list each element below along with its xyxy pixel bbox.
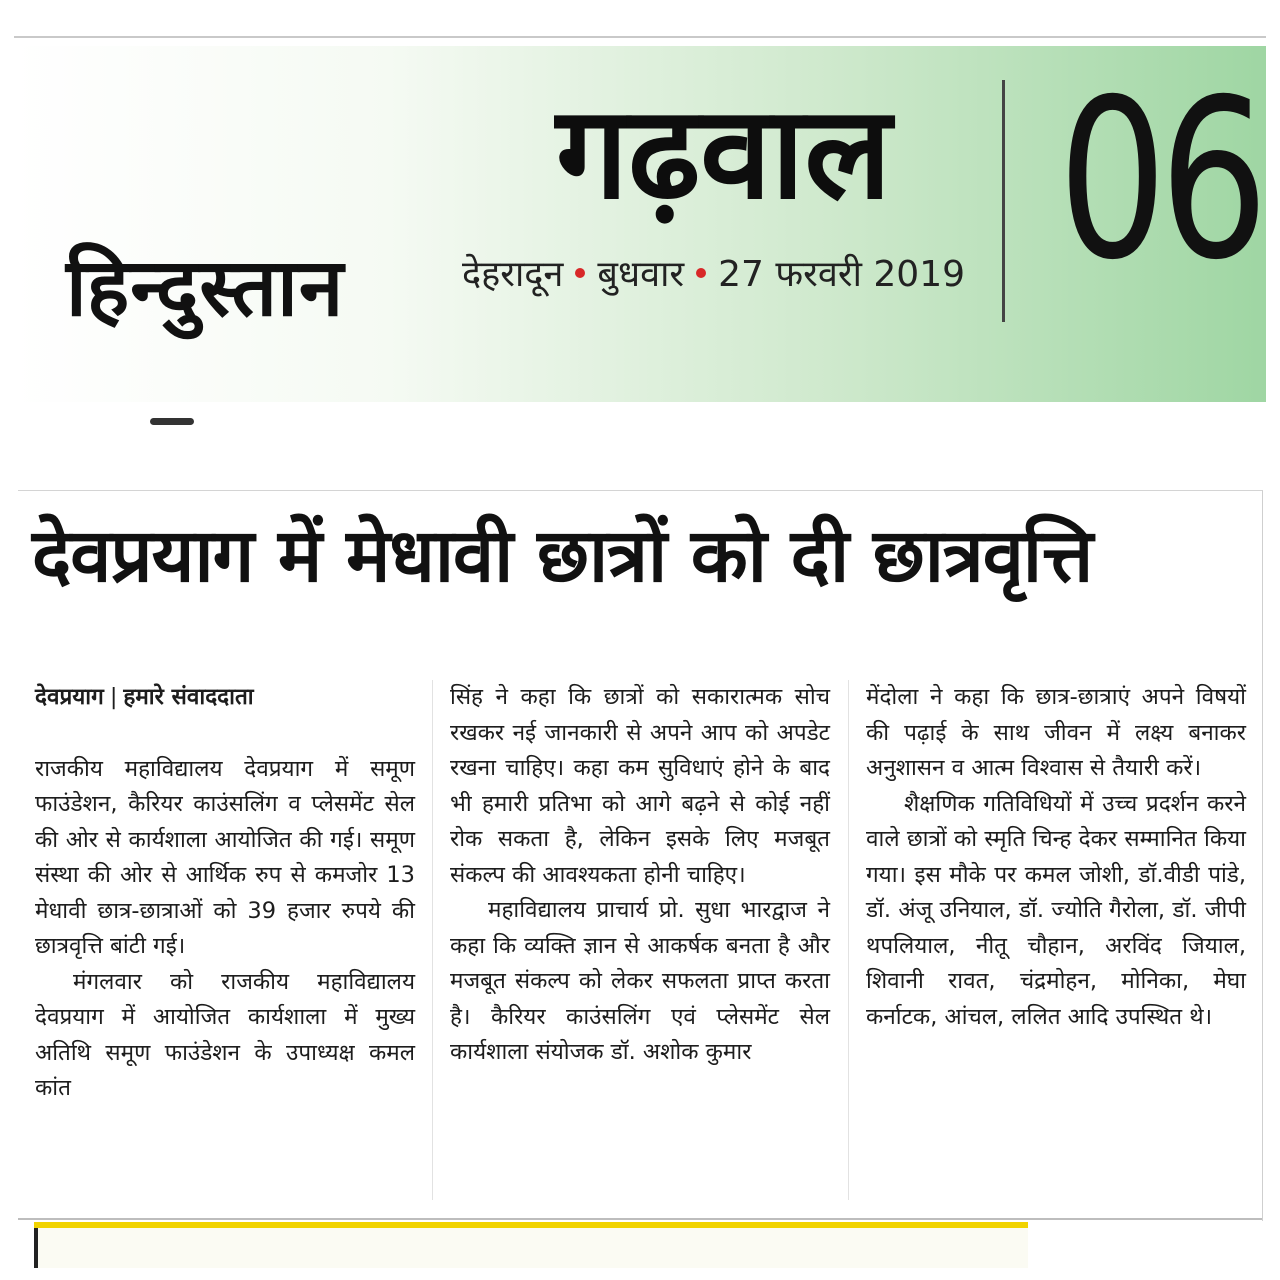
byline-place: देवप्रयाग xyxy=(35,684,104,710)
bullet-dot-icon xyxy=(575,268,585,278)
column-paragraph: मेंदोला ने कहा कि छात्र-छात्राएं अपने विषयों की पढ़ाई के साथ जीवन में लक्ष्य बनाकर अनुशासन व आत्म विश्वास से तैयारी करें। xyxy=(866,684,1246,781)
column-separator xyxy=(848,680,849,1200)
article-column-1 xyxy=(35,680,415,1107)
dateline-day: बुधवार xyxy=(597,254,685,295)
byline xyxy=(35,680,415,716)
column-paragraph: राजकीय महाविद्यालय देवप्रयाग में समूण फाउंडेशन, कैरियर काउंसलिंग व प्लेसमेंट सेल की ओर से कार्यशाला आयोजित की गई। समूण संस्था की ओर से आर्थिक रुप से कमजोर 13 मेधावी छात्र-छात्राओं को 39 हजार रुपये की छात्रवृत्ति बांटी गई। xyxy=(35,755,415,959)
print-smudge xyxy=(150,418,194,425)
section-title: गढ़वाल xyxy=(556,79,892,228)
article-headline: देवप्रयाग में मेधावी छात्रों को दी छात्रवृत्ति xyxy=(32,513,1093,599)
page-number: 06 xyxy=(1058,52,1261,308)
top-rule xyxy=(14,36,1266,38)
dateline-city: देहरादून xyxy=(462,254,564,295)
column-paragraph: मंगलवार को राजकीय महाविद्यालय देवप्रयाग में आयोजित कार्यशाला में मुख्य अतिथि समूण फाउंडेशन के उपाध्यक्ष कमल कांत xyxy=(35,968,415,1101)
byline-author: हमारे संवाददाता xyxy=(123,684,254,710)
photo-edge xyxy=(34,1228,38,1268)
dateline-date: 27 फरवरी 2019 xyxy=(718,254,966,295)
photo-strip xyxy=(34,1222,1028,1268)
bullet-dot-icon xyxy=(696,268,706,278)
column-separator xyxy=(432,680,433,1200)
bottom-rule xyxy=(18,1218,1262,1220)
masthead-divider xyxy=(1002,80,1005,322)
article-column-3 xyxy=(866,680,1246,1035)
column-paragraph: सिंह ने कहा कि छात्रों को सकारात्मक सोच रखकर नई जानकारी से अपने आप को अपडेट रखना चाहिए। कहा कम सुविधाएं होने के बाद भी हमारी प्रतिभा को आगे बढ़ने से कोई नहीं रोक सकता है, लेकिन इसके लिए मजबूत संकल्प की आवश्यकता होनी चाहिए। xyxy=(450,684,830,888)
column-paragraph: शैक्षणिक गतिविधियों में उच्च प्रदर्शन करने वाले छात्रों को स्मृति चिन्ह देकर सम्मानित किया गया। इस मौके पर कमल जोशी, डॉ.वीडी पांडे, डॉ. अंजू उनियाल, डॉ. ज्योति गैरोला, डॉ. जीपी थपलियाल, नीतू चौहान, अरविंद जियाल, शिवानी रावत, चंद्रमोहन, मोनिका, मेघा कर्नाटक, आंचल, ललित आदि उपस्थित थे। xyxy=(866,790,1246,1030)
article-column-2 xyxy=(450,680,830,1071)
dateline xyxy=(462,248,965,297)
byline-separator: | xyxy=(109,684,118,710)
newspaper-brand-logo: हिन्दुस्तान xyxy=(66,240,345,334)
column-paragraph: महाविद्यालय प्राचार्य प्रो. सुधा भारद्वाज ने कहा कि व्यक्ति ज्ञान से आकर्षक बनता है और मजबूत संकल्प को लेकर सफलता प्राप्त करता है। कैरियर काउंसलिंग एवं प्लेसमेंट सेल कार्यशाला संयोजक डॉ. अशोक कुमार xyxy=(450,897,830,1065)
